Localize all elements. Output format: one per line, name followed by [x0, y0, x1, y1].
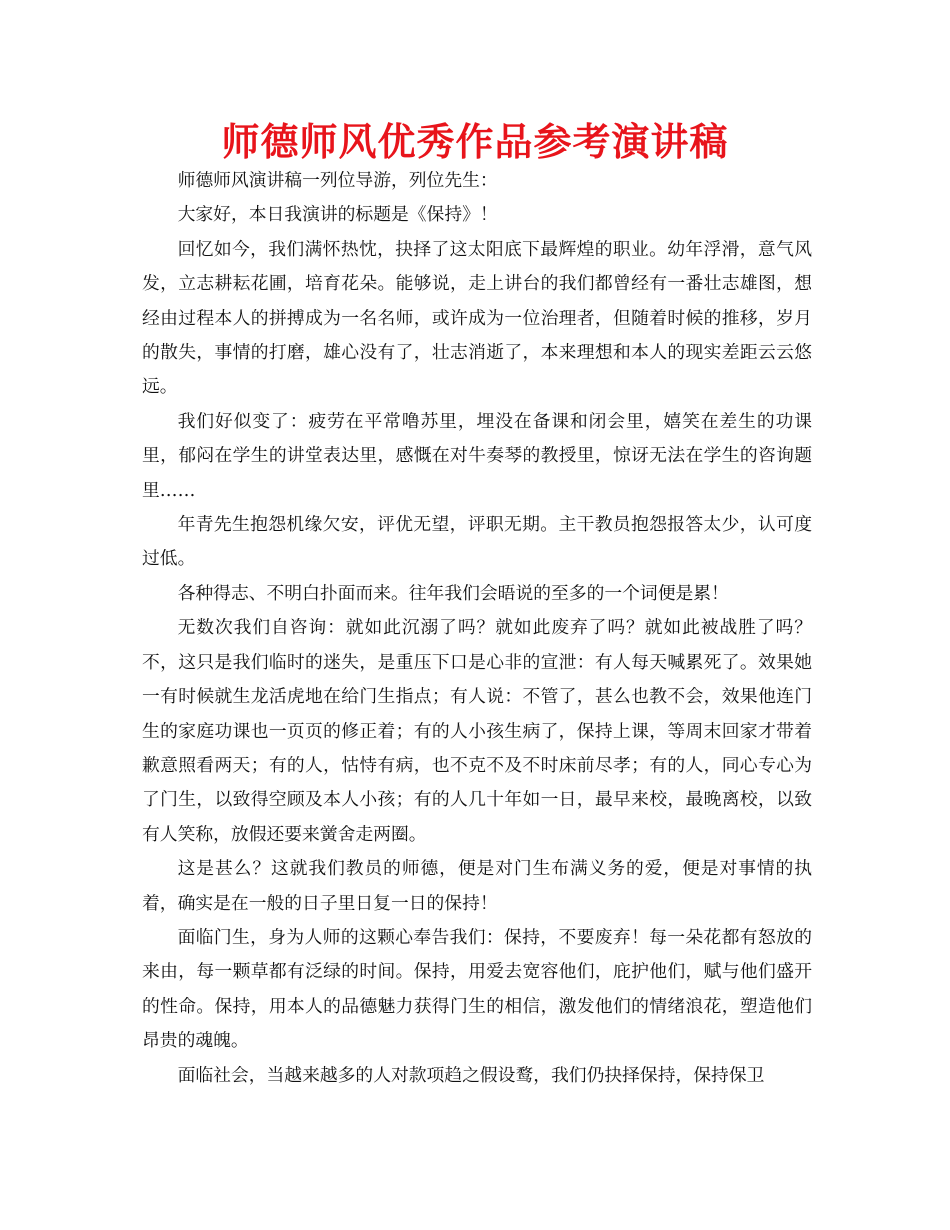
paragraph-greeting: 师德师风演讲稿一列位导游，列位先生：: [177, 170, 498, 191]
paragraph-facing-students: 面临门生，身为人师的这颗心奉告我们：保持，不要废弃！每一朵花都有怒放的来由，每一颗草都有泛绿的时间。保持，用爱去宽容他们，庇护他们，赋与他们盛开的性命。保持，用本人的品德魅力获得门生的相信，激发他们的情绪浪花，塑造他们昂贵的魂魄。: [142, 926, 812, 1052]
paragraph-facing-society: 面临社会，当越来越多的人对款项趋之假设鹜，我们仍抉择保持，保持保卫: [177, 1064, 765, 1086]
paragraph-teacher-ethics: 这是甚么？这就我们教员的师德，便是对门生布满义务的爱，便是对事情的执着，确实是在一般的日子里日复一日的保持！: [142, 858, 812, 914]
document-body: [142, 164, 812, 1093]
paragraph-recollection: 回忆如今，我们满怀热忱，抉择了这太阳底下最辉煌的职业。幼年浮滑，意气风发，立志耕耘花圃，培育花朵。能够说，走上讲台的我们都曾经有一番壮志雄图，想经由过程本人的拼搏成为一名名师，或许成为一位治理者，但随着时候的推移，岁月的散失，事情的打磨，雄心没有了，壮志消逝了，本来理想和本人的现实差距云云悠远。: [142, 238, 812, 398]
paragraph-complaints: 年青先生抱怨机缘欠安，评优无望，评职无期。主干教员抱怨报答太少，认可度过低。: [142, 514, 812, 570]
paragraph-topic: 大家好，本日我演讲的标题是《保持》！: [177, 204, 498, 226]
document-title: 师德师风优秀作品参考演讲稿: [221, 120, 729, 164]
paragraph-change: 我们好似变了：疲劳在平常噜苏里，埋没在备课和闭会里，嬉笑在差生的功课里，郁闷在学生的讲堂表达里，感慨在对牛奏琴的教授里，惊讶无法在学生的咨询题里……: [142, 410, 812, 501]
paragraph-tired: 各种得志、不明白扑面而来。往年我们会晤说的至多的一个词便是累！: [177, 582, 729, 604]
paragraph-self-question: 无数次我们自咨询：就如此沉溺了吗？就如此废弃了吗？就如此被战胜了吗？不，这只是我们临时的迷失，是重压下口是心非的宣泄：有人每天喊累死了。效果她一有时候就生龙活虎地在给门生指点；有人说：不管了，甚么也教不会，效果他连门生的家庭功课也一页页的修正着；有的人小孩生病了，保持上课，等周末回家才带着歉意照看两天；有的人，怙恃有病，也不克不及不时床前尽孝；有的人，同心专心为了门生，以致得空顾及本人小孩；有的人几十年如一日，最早来校，最晚离校，以致有人笑称，放假还要来黉舍走两圈。: [142, 617, 812, 845]
